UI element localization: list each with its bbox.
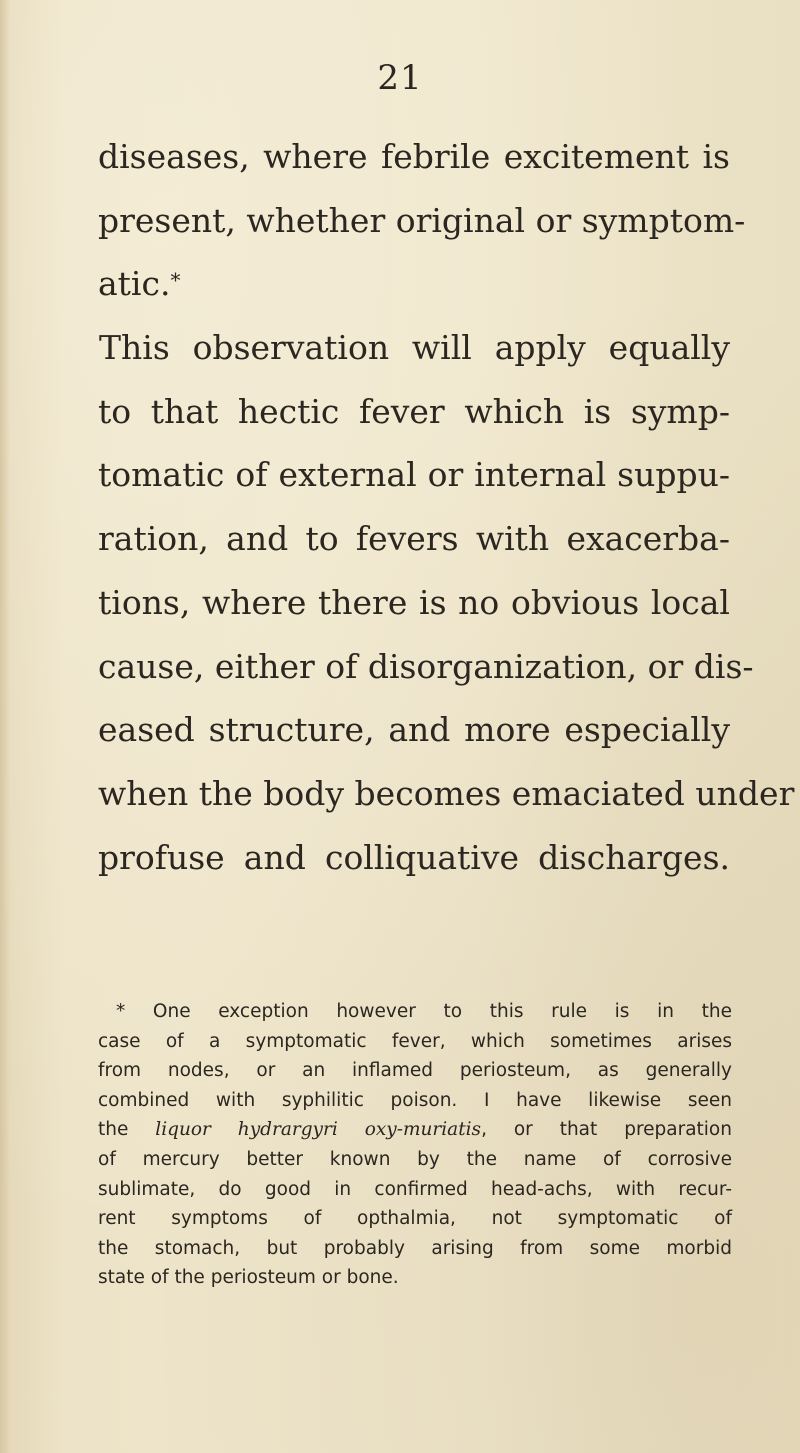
body-line-12: profuse and colliquative discharges. xyxy=(98,837,730,877)
page-gutter-shadow xyxy=(0,0,10,1453)
body-line-4: This observation will apply equally xyxy=(99,328,730,368)
body-line-6: tomatic of external or internal suppu- xyxy=(98,455,730,495)
page-number: 21 xyxy=(377,58,423,98)
footnote-line-7: sublimate, do good in confirmed head-achs, with recur- xyxy=(98,1178,732,1200)
footnote-line-8: rent symptoms of opthalmia, not symptomatic of xyxy=(98,1208,732,1230)
body-line-7: ration, and to fevers with exacerba- xyxy=(98,519,730,559)
body-line-1: diseases, where febrile excitement is xyxy=(98,137,730,176)
body-line-11: when the body becomes emaciated under xyxy=(98,773,795,813)
footnote-line-5-pre: the xyxy=(98,1119,129,1141)
footnote-line-2: case of a symptomatic fever, which sometimes arises xyxy=(98,1030,732,1052)
body-line-3 xyxy=(98,254,730,318)
body-line-8: tions, where there is no obvious local xyxy=(98,582,730,622)
body-line-10: eased structure, and more especially xyxy=(98,710,730,750)
footnote-latin-term: liquor hydrargyri oxy-muriatis xyxy=(155,1119,482,1141)
footnote-marker: * xyxy=(116,1001,126,1022)
footnote-line-1 xyxy=(98,997,732,1027)
footnote-reference: * xyxy=(170,268,181,293)
footnote xyxy=(98,997,732,1293)
body-line-3-text: atic. xyxy=(98,264,171,304)
footnote-line-5 xyxy=(98,1115,732,1145)
body-line-9: cause, either of disorganization, or dis- xyxy=(98,646,754,686)
footnote-line-3: from nodes, or an inflamed periosteum, as generally xyxy=(98,1060,732,1082)
footnote-line-9: the stomach, but probably arising from some morbid xyxy=(98,1237,732,1259)
footnote-line-4: combined with syphilitic poison. I have likewise seen xyxy=(98,1089,732,1111)
body-line-2: present, whether original or symptom- xyxy=(98,200,746,240)
footnote-line-1-text: One exception however to this rule is in the xyxy=(152,1001,732,1022)
footnote-line-5-post: , or that preparation xyxy=(481,1119,732,1141)
body-line-5: to that hectic fever which is symp- xyxy=(98,391,730,431)
footnote-line-10: state of the periosteum or bone. xyxy=(98,1267,399,1289)
body-text xyxy=(98,127,795,891)
footnote-line-6: of mercury better known by the name of corrosive xyxy=(98,1148,732,1170)
